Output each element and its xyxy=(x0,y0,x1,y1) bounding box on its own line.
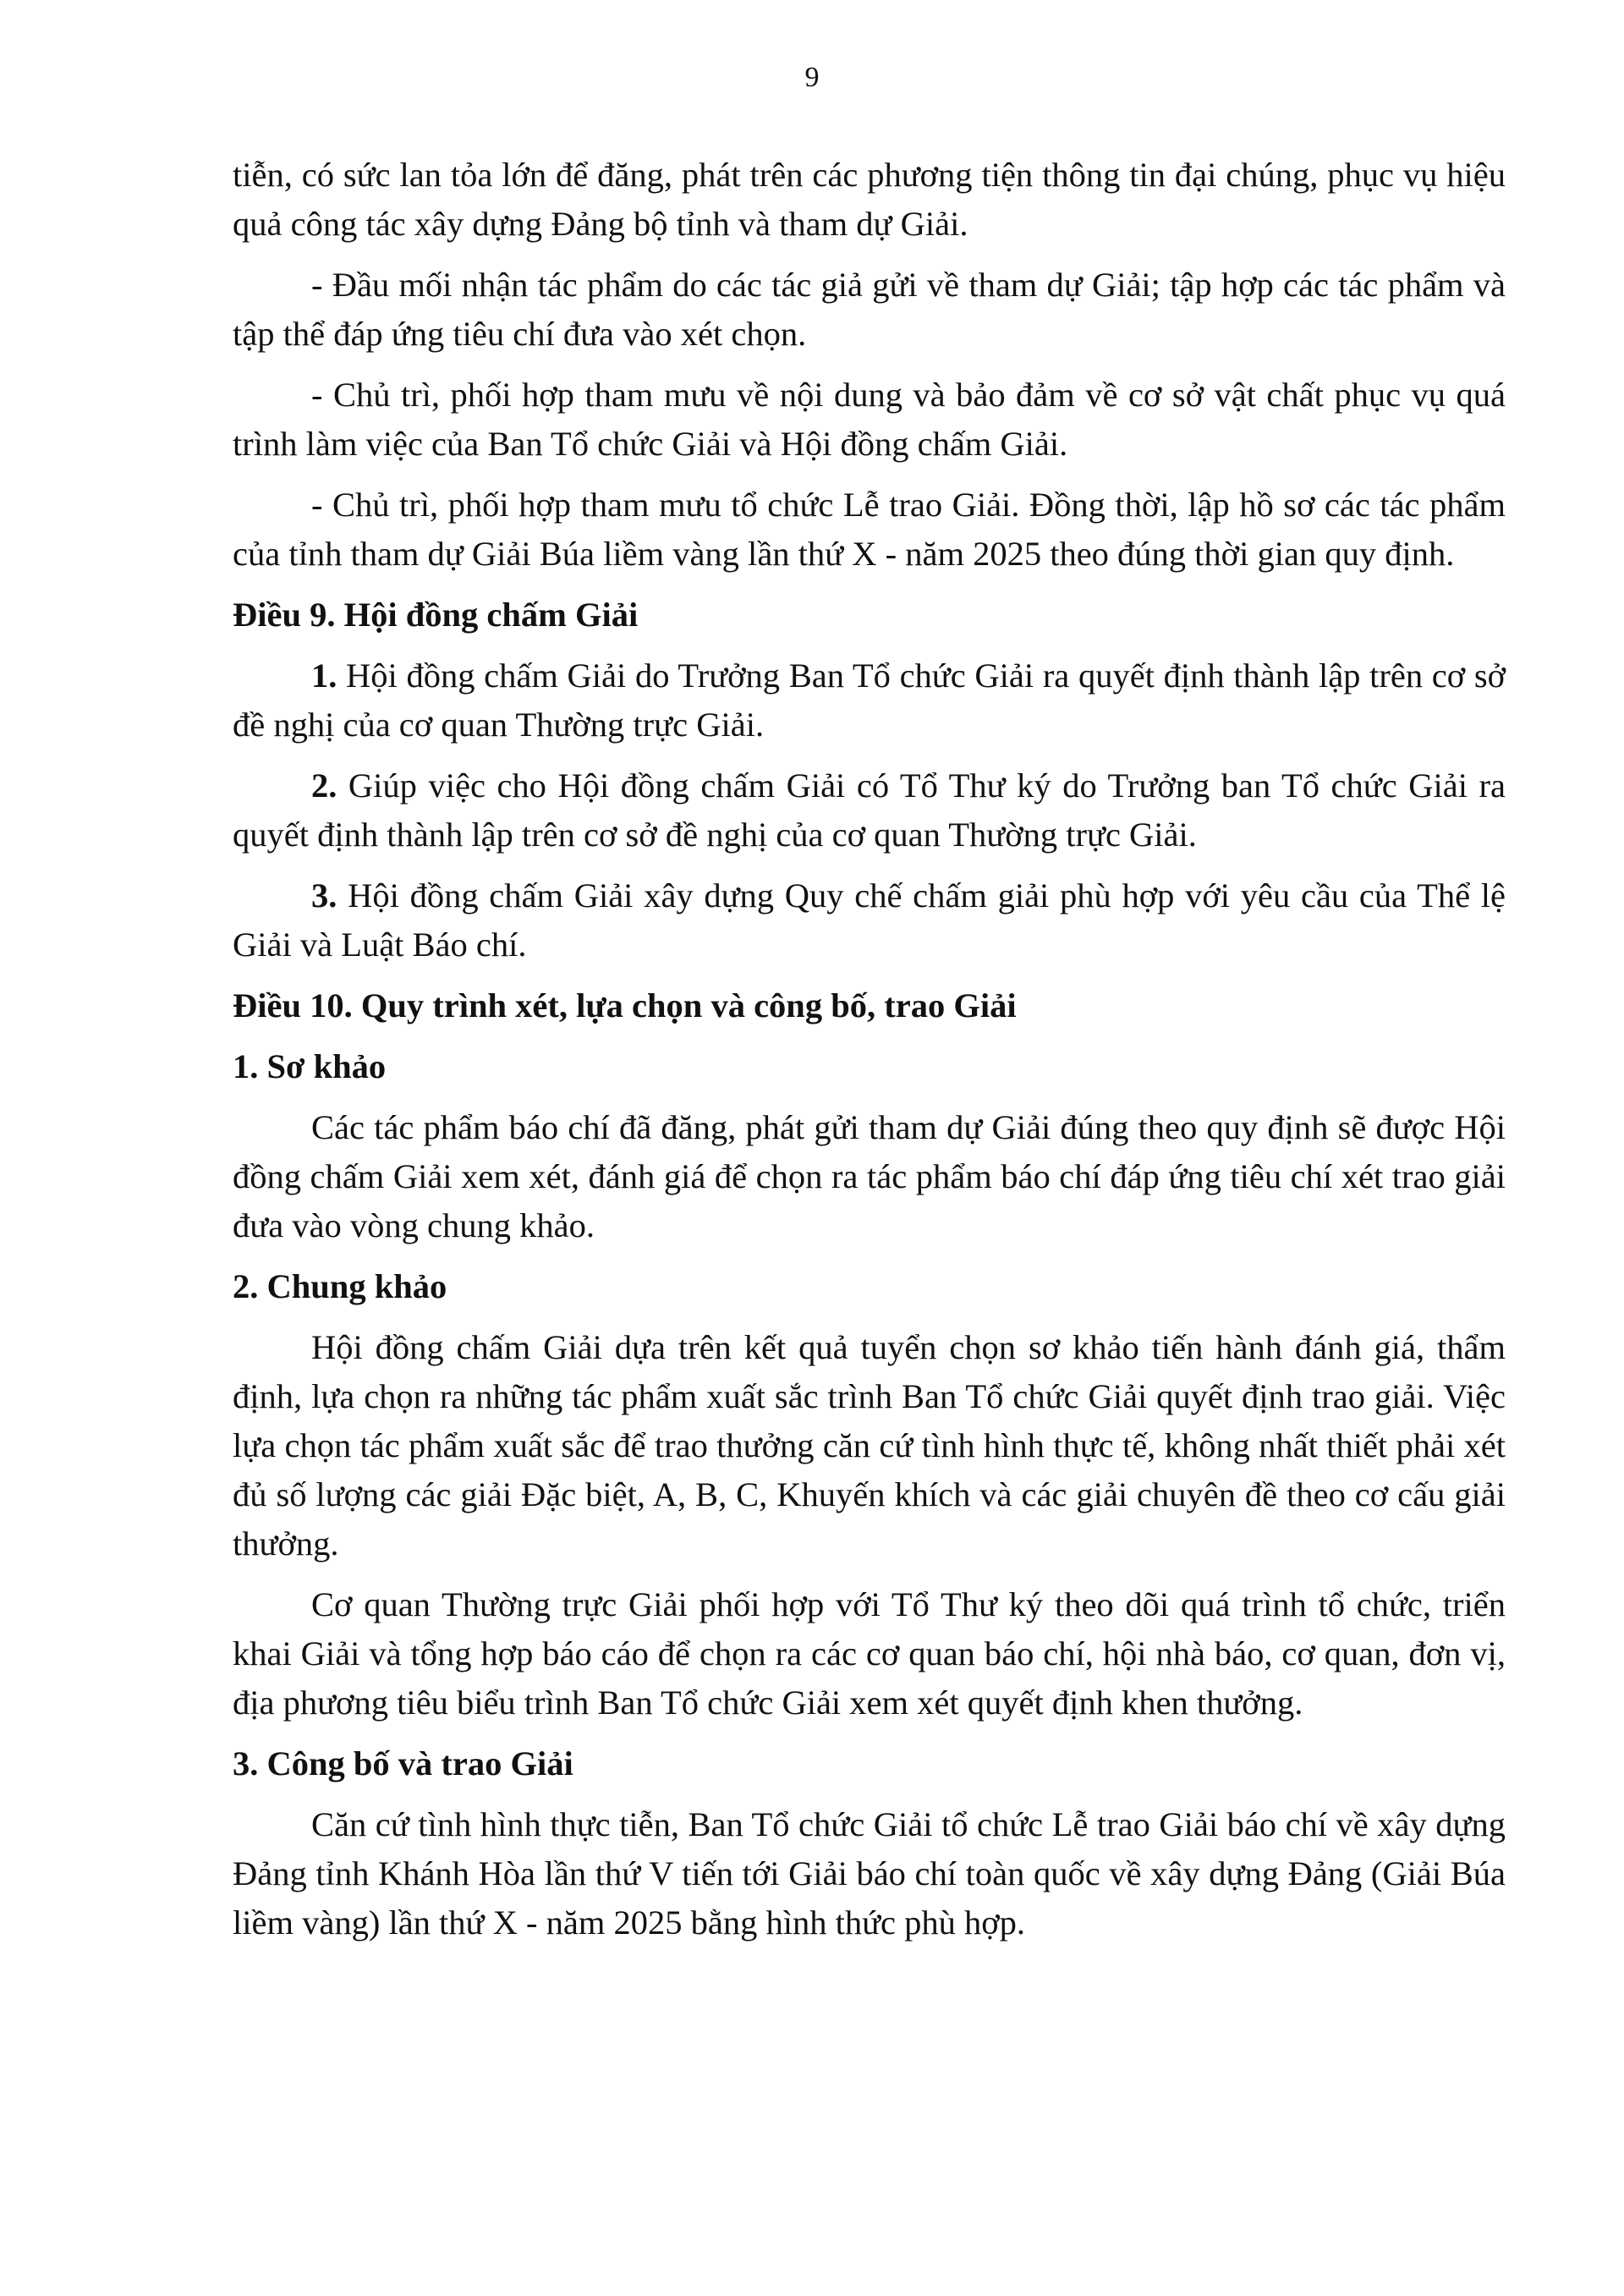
article-10-section-2-text-2: Cơ quan Thường trực Giải phối hợp với Tổ Thư ký theo dõi quá trình tổ chức, triển khai Giải và tổng hợp báo cáo để chọn ra các cơ quan báo chí, hội nhà báo, cơ quan, đơn vị, địa phương tiêu biểu trình Ban Tổ chức Giải xem xét quyết định khen thưởng. xyxy=(233,1585,1506,1722)
page-number: 9 xyxy=(804,62,820,93)
item-text: Hội đồng chấm Giải do Trưởng Ban Tổ chức Giải ra quyết định thành lập trên cơ sở đề nghị của cơ quan Thường trực Giải. xyxy=(233,656,1506,744)
paragraph-advise-content: - Chủ trì, phối hợp tham mưu về nội dung và bảo đảm về cơ sở vật chất phục vụ quá trình làm việc của Ban Tổ chức Giải và Hội đồng chấm Giải. xyxy=(233,376,1506,463)
article-10-section-2-text-1: Hội đồng chấm Giải dựa trên kết quả tuyển chọn sơ khảo tiến hành đánh giá, thẩm định, lựa chọn ra những tác phẩm xuất sắc trình Ban Tổ chức Giải quyết định trao giải. Việc lựa chọn tác phẩm xuất sắc để trao thưởng căn cứ tình hình thực tế, không nhất thiết phải xét đủ số lượng các giải Đặc biệt, A, B, C, Khuyến khích và các giải chuyên đề theo cơ cấu giải thưởng. xyxy=(233,1328,1506,1563)
item-text: Giúp việc cho Hội đồng chấm Giải có Tổ Thư ký do Trưởng ban Tổ chức Giải ra quyết định thành lập trên cơ sở đề nghị của cơ quan Thường trực Giải. xyxy=(233,766,1506,854)
article-10-section-3-heading: 3. Công bố và trao Giải xyxy=(233,1744,573,1782)
item-number: 1. xyxy=(311,656,337,695)
article-10-section-3-text: Căn cứ tình hình thực tiễn, Ban Tổ chức Giải tổ chức Lễ trao Giải báo chí về xây dựng Đảng tỉnh Khánh Hòa lần thứ V tiến tới Giải báo chí toàn quốc về xây dựng Đảng (Giải Búa liềm vàng) lần thứ X - năm 2025 bằng hình thức phù hợp. xyxy=(233,1805,1506,1942)
article-9-item-3 xyxy=(233,871,1506,969)
document-body xyxy=(233,151,1506,1959)
article-9-item-2 xyxy=(233,761,1506,860)
article-10-section-2-heading: 2. Chung khảo xyxy=(233,1267,447,1305)
item-text: Hội đồng chấm Giải xây dựng Quy chế chấm giải phù hợp với yêu cầu của Thể lệ Giải và Luật Báo chí. xyxy=(233,876,1506,964)
article-10-section-1-text: Các tác phẩm báo chí đã đăng, phát gửi tham dự Giải đúng theo quy định sẽ được Hội đồng chấm Giải xem xét, đánh giá để chọn ra tác phẩm báo chí đáp ứng tiêu chí xét trao giải đưa vào vòng chung khảo. xyxy=(233,1108,1506,1244)
item-number: 2. xyxy=(311,766,337,805)
article-10-heading: Điều 10. Quy trình xét, lựa chọn và công bố, trao Giải xyxy=(233,986,1017,1024)
article-9-item-1 xyxy=(233,651,1506,750)
paragraph-receive-works: - Đầu mối nhận tác phẩm do các tác giả gửi về tham dự Giải; tập hợp các tác phẩm và tập thể đáp ứng tiêu chí đưa vào xét chọn. xyxy=(233,266,1506,353)
item-number: 3. xyxy=(311,876,337,915)
article-10-section-1-heading: 1. Sơ khảo xyxy=(233,1047,387,1085)
article-9-heading: Điều 9. Hội đồng chấm Giải xyxy=(233,596,639,634)
paragraph-continuation: tiễn, có sức lan tỏa lớn để đăng, phát trên các phương tiện thông tin đại chúng, phục vụ hiệu quả công tác xây dựng Đảng bộ tỉnh và tham dự Giải. xyxy=(233,156,1506,243)
paragraph-award-ceremony: - Chủ trì, phối hợp tham mưu tổ chức Lễ trao Giải. Đồng thời, lập hồ sơ các tác phẩm của tỉnh tham dự Giải Búa liềm vàng lần thứ X - năm 2025 theo đúng thời gian quy định. xyxy=(233,486,1506,573)
